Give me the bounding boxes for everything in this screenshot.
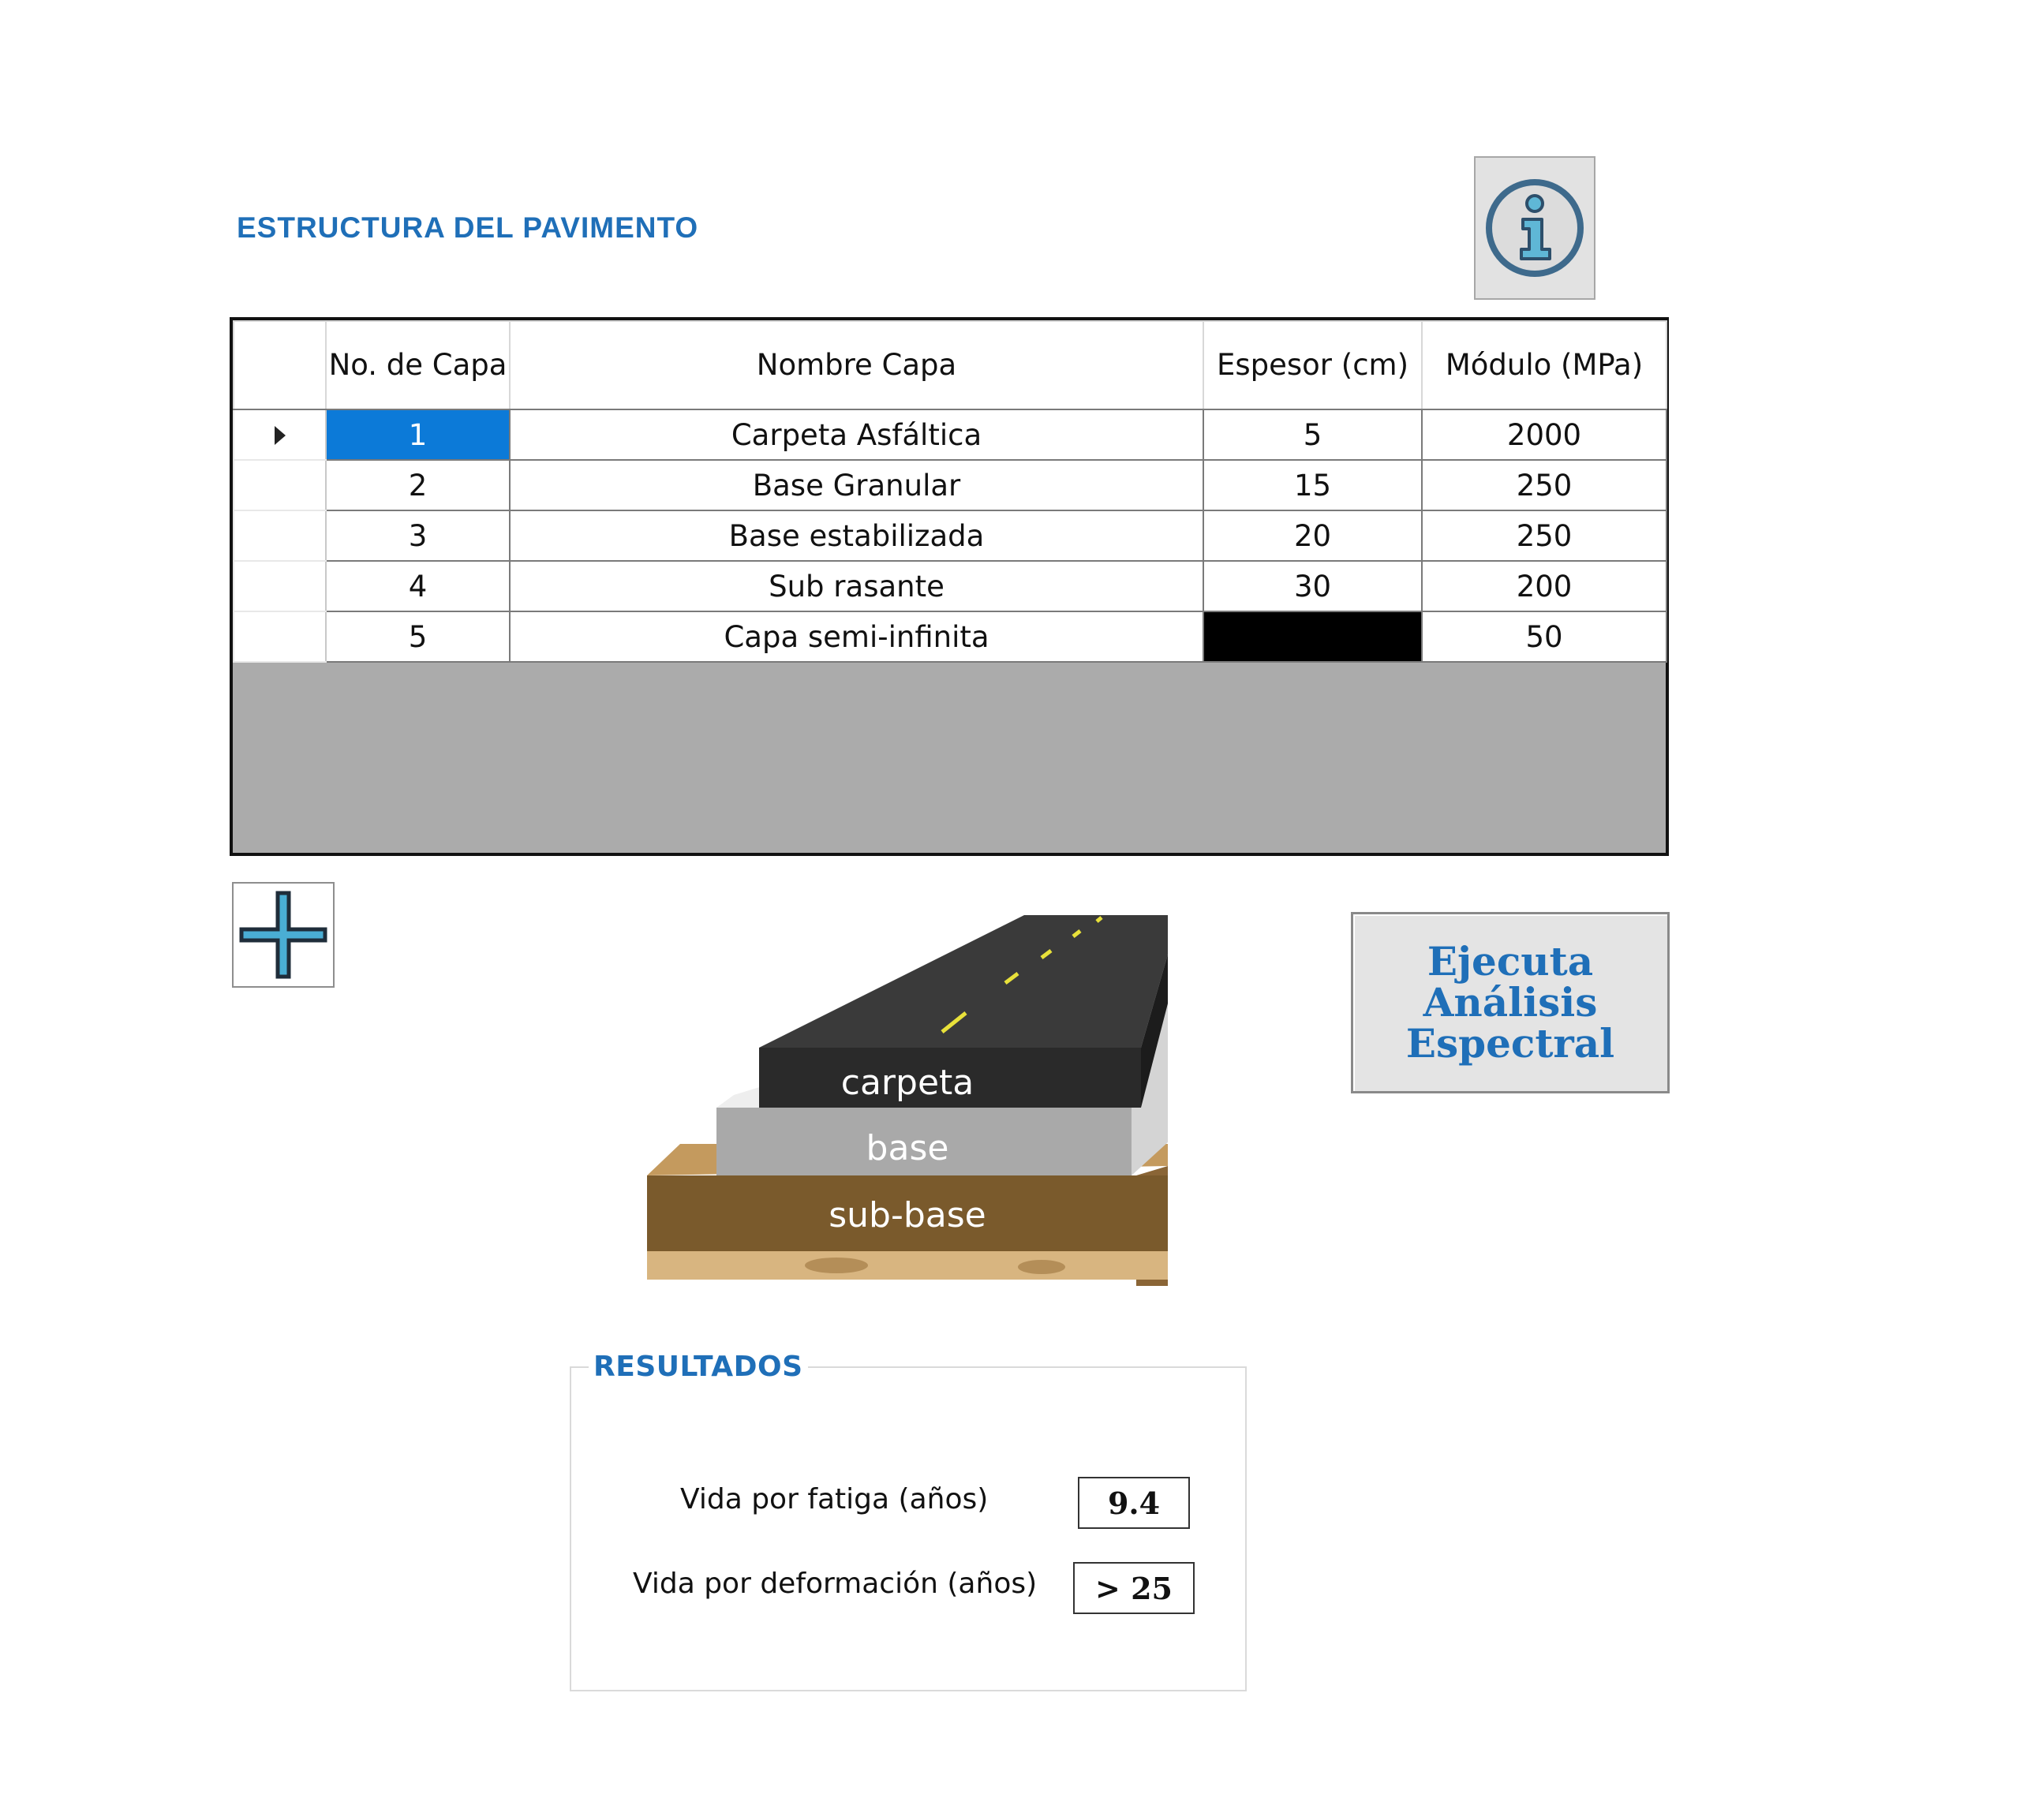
current-row-arrow-icon (275, 426, 286, 445)
cell-modulo[interactable]: 2000 (1422, 409, 1666, 460)
cell-modulo[interactable]: 50 (1422, 611, 1666, 662)
cell-espesor[interactable]: 20 (1203, 510, 1422, 561)
cell-espesor-disabled (1203, 611, 1422, 662)
table-row[interactable] (234, 561, 1666, 611)
run-spectral-analysis-button[interactable] (1351, 912, 1670, 1093)
results-title: RESULTADOS (589, 1351, 808, 1383)
table-row[interactable] (234, 460, 1666, 510)
table-row[interactable] (234, 510, 1666, 561)
section-title: ESTRUCTURA DEL PAVIMENTO (237, 211, 699, 244)
run-button-line-2: Análisis (1423, 979, 1598, 1026)
cell-nombre-capa[interactable]: Carpeta Asfáltica (510, 409, 1203, 460)
row-header-current[interactable] (234, 409, 326, 460)
table-row[interactable] (234, 611, 1666, 662)
run-button-line-1: Ejecuta (1427, 938, 1594, 985)
deformation-life-value: > 25 (1073, 1562, 1195, 1614)
cell-espesor[interactable]: 5 (1203, 409, 1422, 460)
cell-nombre-capa[interactable]: Base Granular (510, 460, 1203, 510)
cell-modulo[interactable]: 250 (1422, 460, 1666, 510)
cell-no-capa[interactable]: 4 (326, 561, 510, 611)
info-icon (1483, 177, 1586, 279)
grid-corner-header (234, 321, 326, 409)
row-header[interactable] (234, 510, 326, 561)
header-no-capa[interactable]: No. de Capa (326, 321, 510, 409)
cell-nombre-capa[interactable]: Sub rasante (510, 561, 1203, 611)
pavement-illustration (647, 915, 1168, 1286)
cell-espesor[interactable]: 15 (1203, 460, 1422, 510)
sub-base-label: sub-base (829, 1195, 986, 1235)
info-button[interactable] (1474, 156, 1595, 300)
header-espesor[interactable]: Espesor (cm) (1203, 321, 1422, 409)
carpeta-label: carpeta (840, 1063, 974, 1103)
cell-no-capa[interactable]: 1 (326, 409, 510, 460)
cell-no-capa[interactable]: 5 (326, 611, 510, 662)
cell-no-capa[interactable]: 2 (326, 460, 510, 510)
fatigue-life-value: 9.4 (1078, 1477, 1190, 1529)
header-modulo[interactable]: Módulo (MPa) (1422, 321, 1666, 409)
layers-grid[interactable] (230, 317, 1669, 856)
row-header[interactable] (234, 561, 326, 611)
cell-no-capa[interactable]: 3 (326, 510, 510, 561)
table-row[interactable] (234, 409, 1666, 460)
add-layer-button[interactable] (232, 882, 335, 988)
cell-nombre-capa[interactable]: Base estabilizada (510, 510, 1203, 561)
plus-icon (237, 888, 330, 981)
fatigue-life-label: Vida por fatiga (años) (680, 1483, 989, 1515)
run-button-line-3: Espectral (1405, 1020, 1615, 1067)
results-group (570, 1366, 1247, 1691)
cell-nombre-capa[interactable]: Capa semi-infinita (510, 611, 1203, 662)
row-header[interactable] (234, 611, 326, 662)
deformation-life-label: Vida por deformación (años) (633, 1568, 1038, 1600)
cell-espesor[interactable]: 30 (1203, 561, 1422, 611)
base-label: base (866, 1128, 949, 1168)
cell-modulo[interactable]: 250 (1422, 510, 1666, 561)
row-header[interactable] (234, 460, 326, 510)
cell-modulo[interactable]: 200 (1422, 561, 1666, 611)
header-nombre-capa[interactable]: Nombre Capa (510, 321, 1203, 409)
grid-header-row (234, 321, 1666, 409)
